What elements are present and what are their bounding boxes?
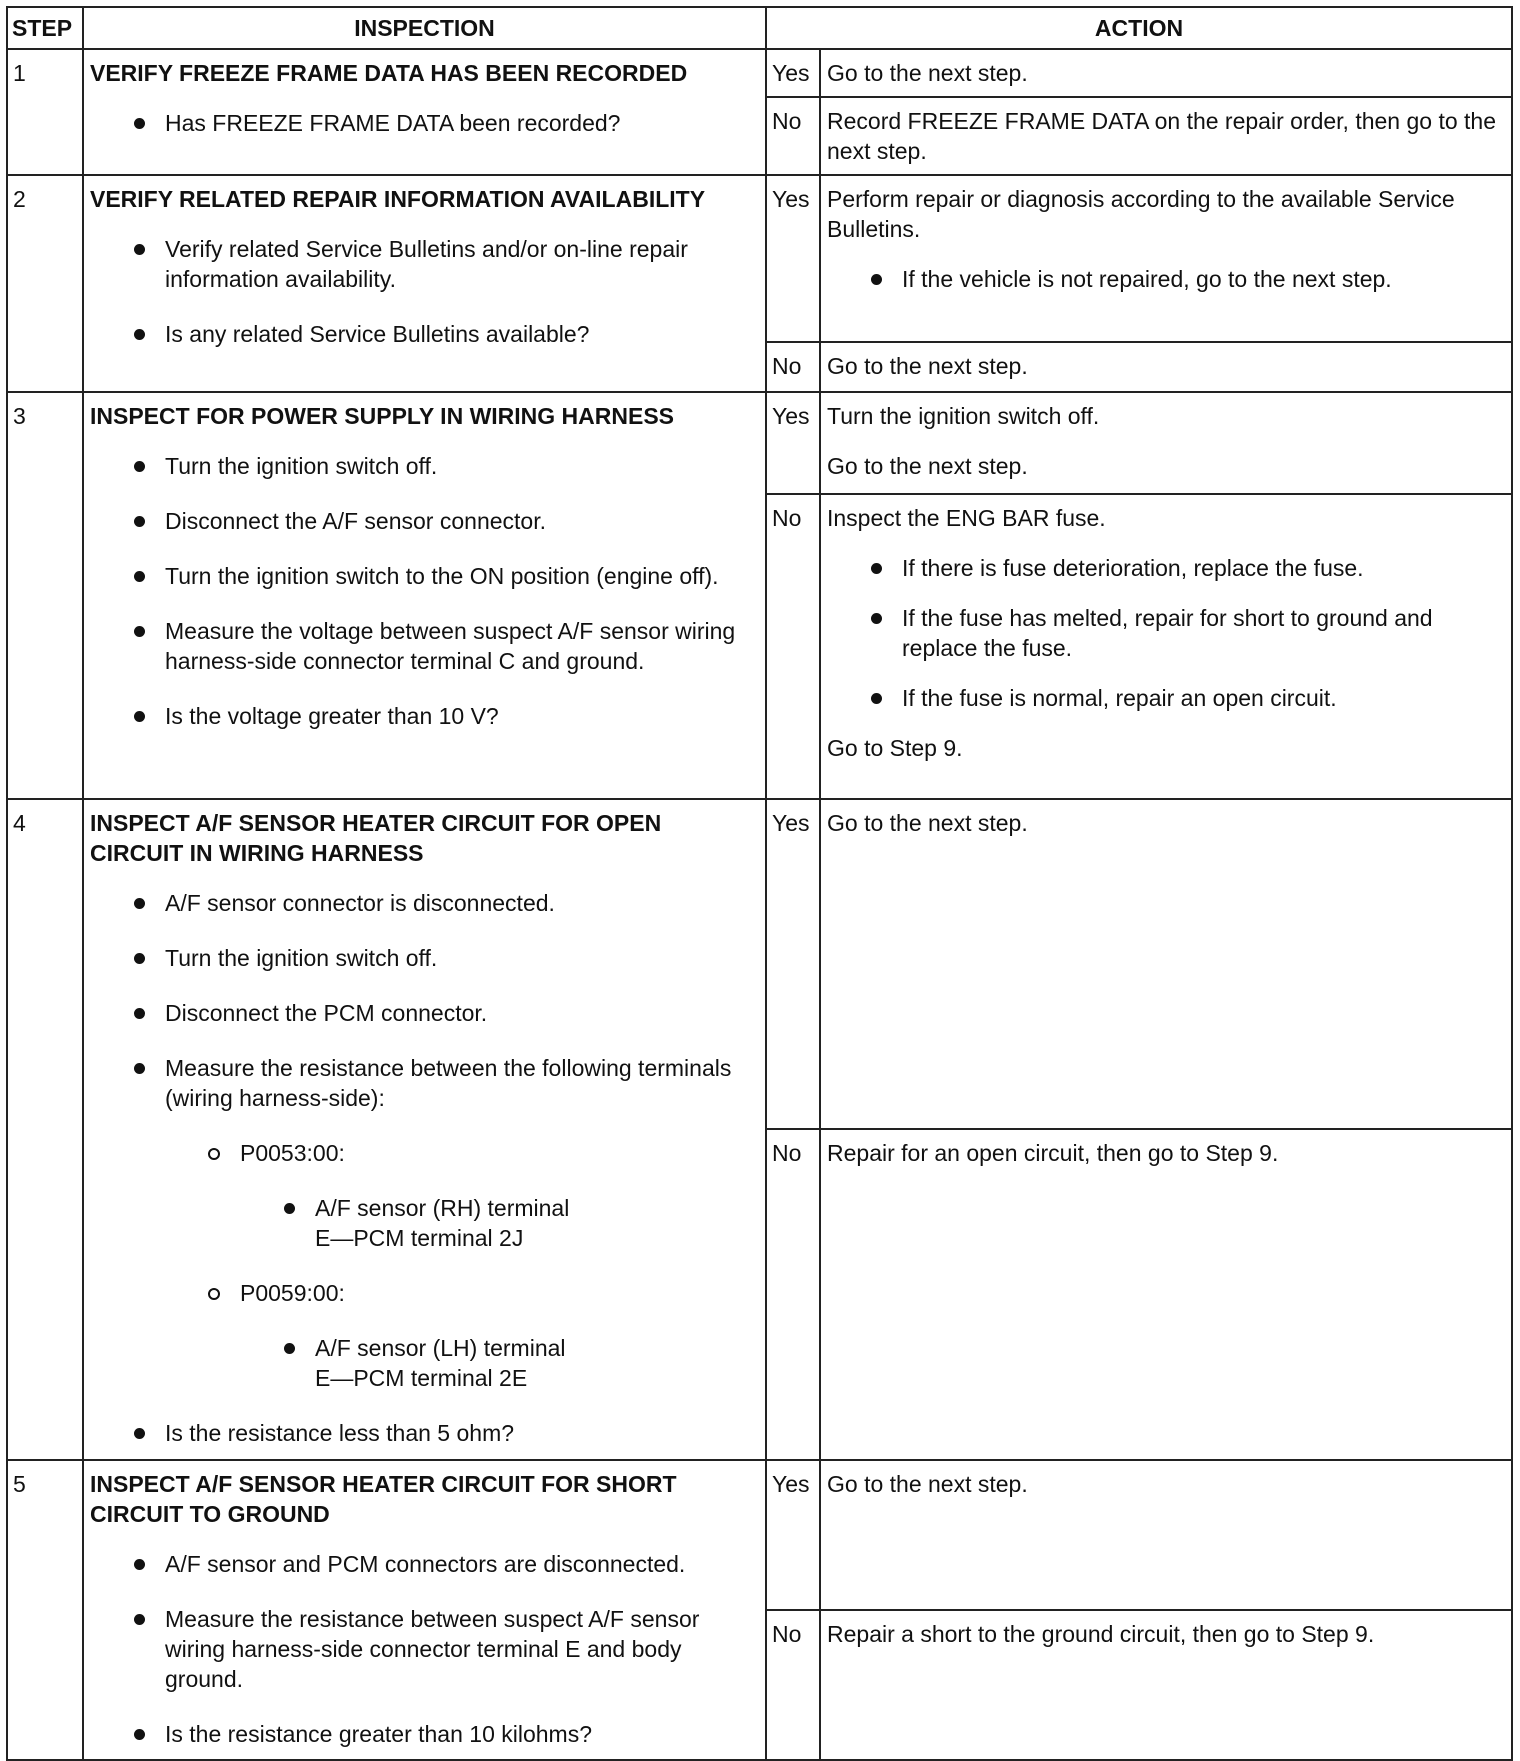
inspection-bullet: Measure the resistance between suspect A/F sensor wiring harness-side connector terminal E and body ground. [90, 1604, 753, 1694]
terminal-line: A/F sensor (RH) terminal [315, 1195, 570, 1221]
terminal-pair [90, 1193, 753, 1253]
inspection-bullet: A/F sensor and PCM connectors are disconnected. [90, 1549, 753, 1579]
dtc-code: P0053:00: [90, 1138, 753, 1168]
step-2-row-yes [7, 175, 1512, 342]
yes-action: Go to the next step. [820, 49, 1512, 97]
troubleshooting-table-sheet [6, 6, 1511, 1747]
dtc-code: P0059:00: [90, 1278, 753, 1308]
inspection-bullet: Turn the ignition switch off. [90, 451, 753, 481]
action-bullet: If the vehicle is not repaired, go to the next step. [827, 264, 1499, 294]
step-title: VERIFY FREEZE FRAME DATA HAS BEEN RECORDED [90, 60, 688, 86]
header-row [7, 7, 1512, 49]
yes-action-cell [820, 392, 1512, 494]
action-column-header: ACTION [766, 7, 1512, 49]
no-action: Repair a short to the ground circuit, then go to Step 9. [820, 1610, 1512, 1760]
terminal-line: A/F sensor (LH) terminal [315, 1335, 566, 1361]
step-number: 5 [7, 1460, 83, 1760]
inspection-bullet: Is the voltage greater than 10 V? [90, 701, 753, 731]
yes-label: Yes [766, 49, 820, 97]
yes-label: Yes [766, 1460, 820, 1610]
action-bullet: If the fuse has melted, repair for short to ground and replace the fuse. [827, 603, 1499, 663]
inspection-bullet: Measure the voltage between suspect A/F sensor wiring harness-side connector terminal C and ground. [90, 616, 753, 676]
terminal-pair [90, 1333, 753, 1393]
no-action-cell [820, 494, 1512, 799]
step-1-row-yes [7, 49, 1512, 97]
step-title: VERIFY RELATED REPAIR INFORMATION AVAILABILITY [90, 186, 706, 212]
inspection-bullet: Verify related Service Bulletins and/or on-line repair information availability. [90, 234, 753, 294]
step-4-inspection [83, 799, 766, 1460]
inspection-bullet: Turn the ignition switch off. [90, 943, 753, 973]
inspection-bullet: Is any related Service Bulletins available? [90, 319, 753, 349]
inspection-bullet: Is the resistance less than 5 ohm? [90, 1418, 753, 1448]
inspection-bullet: Is the resistance greater than 10 kilohms? [90, 1719, 753, 1749]
no-label: No [766, 1129, 820, 1460]
step-column-header: STEP [7, 7, 83, 49]
yes-label: Yes [766, 799, 820, 1129]
terminal-line: E—PCM terminal 2J [315, 1225, 524, 1251]
yes-label: Yes [766, 392, 820, 494]
yes-action-cell [820, 175, 1512, 342]
inspection-bullet: Measure the resistance between the following terminals (wiring harness-side): [90, 1053, 753, 1113]
troubleshooting-table [6, 6, 1513, 1761]
action-bullet: If the fuse is normal, repair an open circuit. [827, 683, 1499, 713]
inspection-bullet: Disconnect the A/F sensor connector. [90, 506, 753, 536]
action-bullet: If there is fuse deterioration, replace the fuse. [827, 553, 1499, 583]
inspection-bullet: Turn the ignition switch to the ON position (engine off). [90, 561, 753, 591]
no-label: No [766, 1610, 820, 1760]
step-number: 4 [7, 799, 83, 1460]
no-label: No [766, 97, 820, 175]
step-5-row-yes [7, 1460, 1512, 1610]
no-label: No [766, 342, 820, 392]
step-title: INSPECT A/F SENSOR HEATER CIRCUIT FOR SHORT CIRCUIT TO GROUND [90, 1471, 677, 1527]
step-3-inspection [83, 392, 766, 799]
step-5-inspection [83, 1460, 766, 1760]
inspection-bullet: Disconnect the PCM connector. [90, 998, 753, 1028]
step-title: INSPECT A/F SENSOR HEATER CIRCUIT FOR OPEN CIRCUIT IN WIRING HARNESS [90, 810, 662, 866]
inspection-bullet: A/F sensor connector is disconnected. [90, 888, 753, 918]
yes-label: Yes [766, 175, 820, 342]
step-4-row-yes [7, 799, 1512, 1129]
step-title: INSPECT FOR POWER SUPPLY IN WIRING HARNESS [90, 403, 675, 429]
inspection-column-header: INSPECTION [83, 7, 766, 49]
step-number: 3 [7, 392, 83, 799]
step-number: 2 [7, 175, 83, 392]
yes-action: Go to the next step. [820, 1460, 1512, 1610]
no-action-followup: Go to Step 9. [827, 735, 963, 761]
no-action: Go to the next step. [820, 342, 1512, 392]
step-3-row-yes [7, 392, 1512, 494]
yes-action: Turn the ignition switch off. [827, 403, 1100, 429]
no-action: Inspect the ENG BAR fuse. [827, 505, 1106, 531]
yes-action-followup: Go to the next step. [827, 453, 1028, 479]
inspection-bullet: Has FREEZE FRAME DATA been recorded? [90, 108, 753, 138]
yes-action: Go to the next step. [820, 799, 1512, 1129]
step-1-inspection [83, 49, 766, 175]
no-label: No [766, 494, 820, 799]
terminal-line: E—PCM terminal 2E [315, 1365, 528, 1391]
step-number: 1 [7, 49, 83, 175]
step-2-inspection [83, 175, 766, 392]
no-action: Record FREEZE FRAME DATA on the repair order, then go to the next step. [820, 97, 1512, 175]
no-action: Repair for an open circuit, then go to Step 9. [820, 1129, 1512, 1460]
yes-action: Perform repair or diagnosis according to the available Service Bulletins. [827, 186, 1455, 242]
